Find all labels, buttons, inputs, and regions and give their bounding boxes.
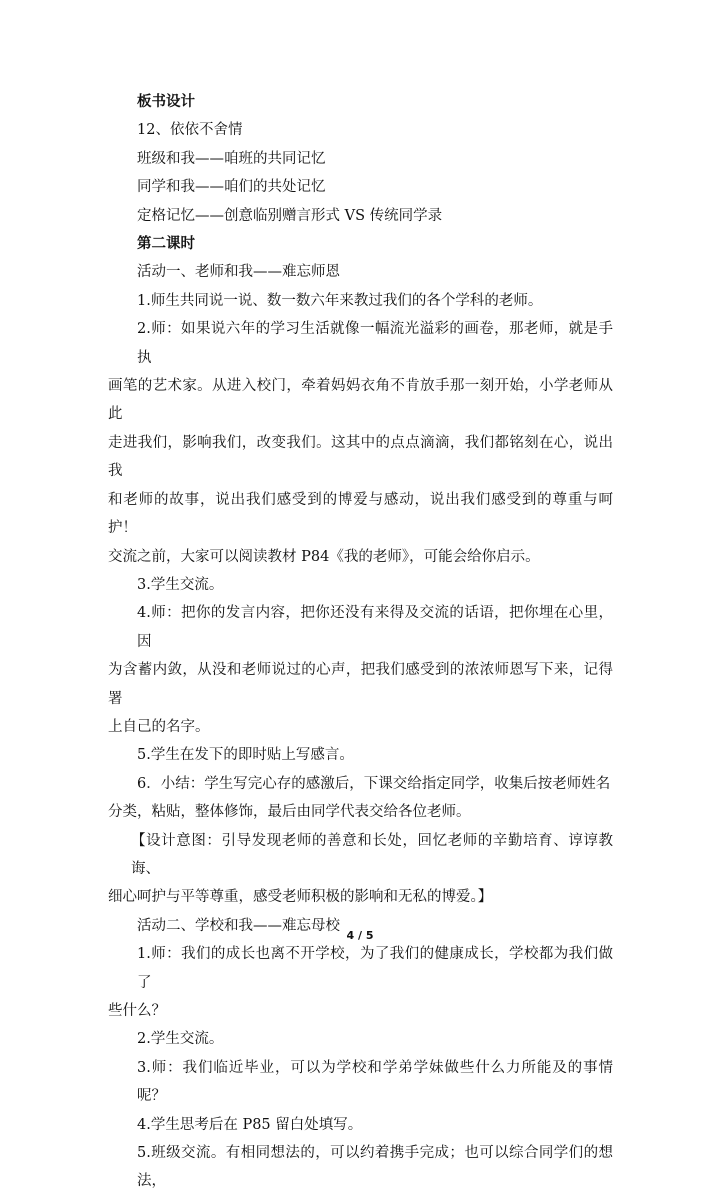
paragraph-line: 2.师：如果说六年的学习生活就像一幅流光溢彩的画卷，那老师，就是手执 [137, 321, 613, 366]
paragraph-line: 5.班级交流。有相同想法的，可以约着携手完成；也可以综合同学们的想法， [137, 1145, 613, 1190]
paragraph-line: 为含蓄内敛，从没和老师说过的心声，把我们感受到的浓浓师恩写下来，记得署 [108, 662, 613, 707]
paragraph-line: 画笔的艺术家。从进入校门，牵着妈妈衣角不肯放手那一刻开始，小学老师从此 [108, 378, 613, 423]
paragraph-line: 分类，粘贴，整体修饰，最后由同学代表交给各位老师。 [108, 804, 471, 821]
paragraph-line: 【设计意图：引导发现老师的善意和长处，回忆老师的辛勤培育、谆谆教诲、 [131, 832, 613, 877]
paragraph-line: 1.师：我们的成长也离不开学校，为了我们的健康成长，学校都为我们做了 [137, 946, 613, 991]
paragraph-line: 细心呵护与平等尊重，感受老师积极的影响和无私的博爱。】 [108, 889, 493, 906]
paragraph-line: 5.学生在发下的即时贴上写感言。 [137, 747, 354, 764]
paragraph-line: 活动一、老师和我——难忘师恩 [137, 264, 340, 281]
paragraph-line: 上自己的名字。 [108, 718, 210, 735]
paragraph-line: 走进我们，影响我们，改变我们。这其中的点点滴滴，我们都铭刻在心，说出我 [108, 434, 613, 480]
paragraph-line: 班级和我——咱班的共同记忆 [137, 150, 326, 167]
paragraph-line: 4.师：把你的发言内容，把你还没有来得及交流的话语，把你埋在心里，因 [137, 605, 613, 650]
paragraph-line: 3.学生交流。 [137, 576, 224, 593]
document-body [108, 88, 613, 1196]
paragraph-line: 2.学生交流。 [137, 1031, 224, 1048]
paragraph-line: 交流之前，大家可以阅读教材 P84《我的老师》，可能会给你启示。 [108, 548, 540, 565]
paragraph-line: 同学和我——咱们的共处记忆 [137, 179, 326, 196]
paragraph-line: 3.师：我们临近毕业，可以为学校和学弟学妹做些什么力所能及的事情呢？ [137, 1059, 613, 1105]
paragraph-line: 和老师的故事，说出我们感受到的博爱与感动，说出我们感受到的尊重与呵护！ [108, 491, 613, 537]
paragraph-line: 12、依依不舍情 [137, 122, 243, 139]
paragraph-line: 活动二、学校和我——难忘母校 [137, 917, 340, 934]
page-number: 4 / 5 [346, 929, 374, 942]
paragraph-line: 些什么？ [108, 1003, 166, 1019]
paragraph-line: 1.师生共同说一说、数一数六年来教过我们的各个学科的老师。 [137, 292, 543, 309]
section-heading: 板书设计 [137, 94, 195, 110]
section-heading: 第二课时 [137, 236, 195, 253]
paragraph-line: 6．小结：学生写完心存的感激后，下课交给指定同学，收集后按老师姓名 [137, 775, 611, 792]
paragraph-line: 定格记忆——创意临别赠言形式 VS 传统同学录 [137, 207, 443, 224]
paragraph-line: 4.学生思考后在 P85 留白处填写。 [137, 1116, 363, 1133]
